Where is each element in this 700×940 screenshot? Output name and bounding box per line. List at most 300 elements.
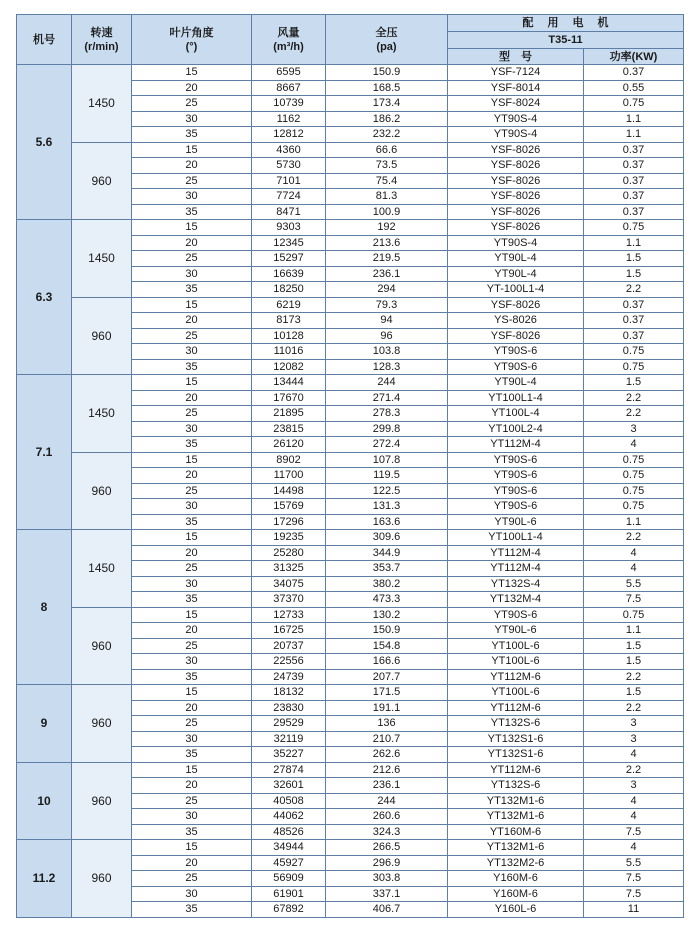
header-pressure	[326, 15, 448, 65]
speed-cell: 960	[72, 607, 132, 685]
pressure-cell: 66.6	[326, 142, 448, 158]
table-row	[17, 375, 684, 391]
motor-model-cell: YT132S1-6	[448, 731, 584, 747]
power-cell: 1.5	[584, 251, 684, 267]
fan-performance-table-container	[16, 14, 683, 918]
pressure-cell: 278.3	[326, 406, 448, 422]
header-pressure-label: 全压	[375, 26, 398, 39]
pressure-cell: 191.1	[326, 700, 448, 716]
motor-model-cell: YT90S-4	[448, 235, 584, 251]
pressure-cell: 271.4	[326, 390, 448, 406]
airflow-cell: 67892	[252, 902, 326, 918]
motor-model-cell: YSF-8026	[448, 204, 584, 220]
angle-cell: 20	[132, 158, 252, 174]
power-cell: 2.2	[584, 530, 684, 546]
power-cell: 4	[584, 437, 684, 453]
airflow-cell: 8667	[252, 80, 326, 96]
motor-model-cell: YS-8026	[448, 313, 584, 329]
motor-model-cell: YSF-8014	[448, 80, 584, 96]
pressure-cell: 244	[326, 793, 448, 809]
pressure-cell: 166.6	[326, 654, 448, 670]
power-cell: 4	[584, 747, 684, 763]
pressure-cell: 232.2	[326, 127, 448, 143]
airflow-cell: 21895	[252, 406, 326, 422]
airflow-cell: 22556	[252, 654, 326, 670]
angle-cell: 30	[132, 576, 252, 592]
airflow-cell: 45927	[252, 855, 326, 871]
pressure-cell: 186.2	[326, 111, 448, 127]
airflow-cell: 19235	[252, 530, 326, 546]
motor-model-cell: YT132M1-6	[448, 793, 584, 809]
airflow-cell: 56909	[252, 871, 326, 887]
airflow-cell: 12733	[252, 607, 326, 623]
machine-no-cell: 5.6	[17, 65, 72, 220]
airflow-cell: 34944	[252, 840, 326, 856]
pressure-cell: 150.9	[326, 65, 448, 81]
pressure-cell: 122.5	[326, 483, 448, 499]
motor-model-cell: YT100L1-4	[448, 390, 584, 406]
angle-cell: 25	[132, 793, 252, 809]
pressure-cell: 303.8	[326, 871, 448, 887]
power-cell: 0.37	[584, 65, 684, 81]
header-angle	[132, 15, 252, 65]
motor-model-cell: YT112M-4	[448, 561, 584, 577]
angle-cell: 15	[132, 375, 252, 391]
speed-cell: 1450	[72, 375, 132, 453]
motor-model-cell: Y160M-6	[448, 886, 584, 902]
angle-cell: 15	[132, 65, 252, 81]
angle-cell: 15	[132, 142, 252, 158]
power-cell: 0.37	[584, 158, 684, 174]
pressure-cell: 262.6	[326, 747, 448, 763]
pressure-cell: 154.8	[326, 638, 448, 654]
angle-cell: 25	[132, 96, 252, 112]
pressure-cell: 294	[326, 282, 448, 298]
machine-no-cell: 9	[17, 685, 72, 763]
motor-model-cell: YT90S-6	[448, 359, 584, 375]
power-cell: 1.5	[584, 375, 684, 391]
table-row	[17, 142, 684, 158]
airflow-cell: 13444	[252, 375, 326, 391]
power-cell: 7.5	[584, 824, 684, 840]
speed-cell: 1450	[72, 65, 132, 143]
pressure-cell: 131.3	[326, 499, 448, 515]
header-pressure-unit: (pa)	[376, 40, 397, 53]
motor-model-cell: YT160M-6	[448, 824, 584, 840]
motor-model-cell: YT90S-6	[448, 499, 584, 515]
power-cell: 4	[584, 545, 684, 561]
speed-cell: 1450	[72, 530, 132, 608]
motor-model-cell: YT132S-6	[448, 778, 584, 794]
power-cell: 1.5	[584, 266, 684, 282]
motor-model-cell: YT90L-6	[448, 623, 584, 639]
airflow-cell: 18132	[252, 685, 326, 701]
angle-cell: 30	[132, 189, 252, 205]
speed-cell: 960	[72, 297, 132, 375]
table-row	[17, 297, 684, 313]
speed-cell: 1450	[72, 220, 132, 298]
pressure-cell: 406.7	[326, 902, 448, 918]
motor-model-cell: YT-100L1-4	[448, 282, 584, 298]
angle-cell: 15	[132, 297, 252, 313]
motor-model-cell: YT112M-6	[448, 700, 584, 716]
airflow-cell: 40508	[252, 793, 326, 809]
speed-cell: 960	[72, 840, 132, 918]
airflow-cell: 37370	[252, 592, 326, 608]
header-angle-unit: (°)	[185, 40, 198, 53]
motor-model-cell: YT90S-6	[448, 483, 584, 499]
pressure-cell: 212.6	[326, 762, 448, 778]
angle-cell: 35	[132, 437, 252, 453]
motor-model-cell: YT100L-6	[448, 654, 584, 670]
pressure-cell: 244	[326, 375, 448, 391]
machine-no-cell: 10	[17, 762, 72, 840]
angle-cell: 35	[132, 514, 252, 530]
angle-cell: 15	[132, 452, 252, 468]
table-row	[17, 65, 684, 81]
airflow-cell: 17670	[252, 390, 326, 406]
angle-cell: 30	[132, 499, 252, 515]
power-cell: 7.5	[584, 871, 684, 887]
power-cell: 3	[584, 778, 684, 794]
header-speed-label: 转速	[90, 26, 113, 39]
angle-cell: 35	[132, 592, 252, 608]
motor-model-cell: YT100L-4	[448, 406, 584, 422]
motor-model-cell: YT90L-4	[448, 251, 584, 267]
fan-performance-table	[16, 14, 684, 918]
power-cell: 2.2	[584, 762, 684, 778]
angle-cell: 25	[132, 638, 252, 654]
machine-no-cell: 6.3	[17, 220, 72, 375]
motor-model-cell: YT132S-4	[448, 576, 584, 592]
power-cell: 0.75	[584, 452, 684, 468]
header-motor-model: 型 号	[448, 49, 584, 65]
airflow-cell: 23830	[252, 700, 326, 716]
motor-model-cell: YSF-8024	[448, 96, 584, 112]
power-cell: 0.75	[584, 468, 684, 484]
pressure-cell: 296.9	[326, 855, 448, 871]
pressure-cell: 192	[326, 220, 448, 236]
airflow-cell: 7101	[252, 173, 326, 189]
angle-cell: 15	[132, 220, 252, 236]
pressure-cell: 119.5	[326, 468, 448, 484]
angle-cell: 20	[132, 855, 252, 871]
airflow-cell: 24739	[252, 669, 326, 685]
airflow-cell: 18250	[252, 282, 326, 298]
airflow-cell: 12345	[252, 235, 326, 251]
power-cell: 1.1	[584, 127, 684, 143]
power-cell: 0.37	[584, 142, 684, 158]
pressure-cell: 299.8	[326, 421, 448, 437]
angle-cell: 25	[132, 406, 252, 422]
airflow-cell: 17296	[252, 514, 326, 530]
power-cell: 2.2	[584, 282, 684, 298]
angle-cell: 20	[132, 700, 252, 716]
pressure-cell: 168.5	[326, 80, 448, 96]
angle-cell: 30	[132, 266, 252, 282]
airflow-cell: 12812	[252, 127, 326, 143]
motor-model-cell: Y160M-6	[448, 871, 584, 887]
power-cell: 0.75	[584, 220, 684, 236]
angle-cell: 25	[132, 251, 252, 267]
angle-cell: 30	[132, 731, 252, 747]
power-cell: 2.2	[584, 700, 684, 716]
power-cell: 1.1	[584, 514, 684, 530]
header-motor	[448, 15, 684, 32]
power-cell: 0.55	[584, 80, 684, 96]
airflow-cell: 4360	[252, 142, 326, 158]
airflow-cell: 35227	[252, 747, 326, 763]
motor-model-cell: YT90S-6	[448, 468, 584, 484]
pressure-cell: 219.5	[326, 251, 448, 267]
motor-model-cell: YSF-8026	[448, 297, 584, 313]
pressure-cell: 81.3	[326, 189, 448, 205]
power-cell: 0.37	[584, 204, 684, 220]
angle-cell: 35	[132, 359, 252, 375]
motor-model-cell: YT112M-6	[448, 762, 584, 778]
power-cell: 4	[584, 793, 684, 809]
motor-model-cell: YT132S1-6	[448, 747, 584, 763]
airflow-cell: 14498	[252, 483, 326, 499]
motor-model-cell: YT90S-6	[448, 452, 584, 468]
pressure-cell: 207.7	[326, 669, 448, 685]
header-speed-unit: (r/min)	[84, 40, 119, 53]
motor-model-cell: YT90S-4	[448, 111, 584, 127]
motor-model-cell: YSF-8026	[448, 158, 584, 174]
power-cell: 7.5	[584, 886, 684, 902]
airflow-cell: 32601	[252, 778, 326, 794]
angle-cell: 20	[132, 235, 252, 251]
angle-cell: 15	[132, 530, 252, 546]
motor-model-cell: YT100L-6	[448, 685, 584, 701]
angle-cell: 30	[132, 654, 252, 670]
angle-cell: 35	[132, 204, 252, 220]
power-cell: 4	[584, 561, 684, 577]
angle-cell: 15	[132, 685, 252, 701]
motor-model-cell: YT90S-6	[448, 607, 584, 623]
power-cell: 11	[584, 902, 684, 918]
header-machine-no	[17, 15, 72, 65]
pressure-cell: 163.6	[326, 514, 448, 530]
table-row	[17, 452, 684, 468]
airflow-cell: 5730	[252, 158, 326, 174]
angle-cell: 20	[132, 80, 252, 96]
airflow-cell: 6219	[252, 297, 326, 313]
table-row	[17, 607, 684, 623]
header-airflow	[252, 15, 326, 65]
airflow-cell: 11016	[252, 344, 326, 360]
airflow-cell: 61901	[252, 886, 326, 902]
airflow-cell: 1162	[252, 111, 326, 127]
motor-model-cell: Y160L-6	[448, 902, 584, 918]
motor-model-cell: YT132M-4	[448, 592, 584, 608]
power-cell: 4	[584, 840, 684, 856]
angle-cell: 30	[132, 344, 252, 360]
motor-model-cell: YSF-7124	[448, 65, 584, 81]
airflow-cell: 10128	[252, 328, 326, 344]
airflow-cell: 8471	[252, 204, 326, 220]
motor-model-cell: YT90S-4	[448, 127, 584, 143]
airflow-cell: 15297	[252, 251, 326, 267]
airflow-cell: 9303	[252, 220, 326, 236]
power-cell: 0.37	[584, 173, 684, 189]
airflow-cell: 26120	[252, 437, 326, 453]
power-cell: 0.37	[584, 313, 684, 329]
airflow-cell: 15769	[252, 499, 326, 515]
motor-model-cell: YT90S-6	[448, 344, 584, 360]
power-cell: 2.2	[584, 390, 684, 406]
pressure-cell: 107.8	[326, 452, 448, 468]
power-cell: 7.5	[584, 592, 684, 608]
motor-model-cell: YT90L-4	[448, 266, 584, 282]
motor-model-cell: YSF-8026	[448, 220, 584, 236]
header-angle-label: 叶片角度	[169, 26, 214, 39]
motor-model-cell: YSF-8026	[448, 328, 584, 344]
pressure-cell: 309.6	[326, 530, 448, 546]
pressure-cell: 337.1	[326, 886, 448, 902]
airflow-cell: 31325	[252, 561, 326, 577]
power-cell: 0.37	[584, 328, 684, 344]
angle-cell: 30	[132, 421, 252, 437]
header-airflow-unit: (m³/h)	[273, 40, 304, 53]
table-row	[17, 530, 684, 546]
speed-cell: 960	[72, 142, 132, 220]
angle-cell: 30	[132, 111, 252, 127]
power-cell: 0.75	[584, 483, 684, 499]
angle-cell: 35	[132, 902, 252, 918]
angle-cell: 35	[132, 669, 252, 685]
pressure-cell: 210.7	[326, 731, 448, 747]
angle-cell: 35	[132, 824, 252, 840]
angle-cell: 15	[132, 607, 252, 623]
power-cell: 2.2	[584, 669, 684, 685]
table-row	[17, 685, 684, 701]
airflow-cell: 10739	[252, 96, 326, 112]
power-cell: 5.5	[584, 855, 684, 871]
airflow-cell: 34075	[252, 576, 326, 592]
pressure-cell: 353.7	[326, 561, 448, 577]
angle-cell: 35	[132, 127, 252, 143]
pressure-cell: 236.1	[326, 778, 448, 794]
pressure-cell: 100.9	[326, 204, 448, 220]
pressure-cell: 236.1	[326, 266, 448, 282]
airflow-cell: 23815	[252, 421, 326, 437]
power-cell: 1.5	[584, 685, 684, 701]
power-cell: 0.75	[584, 359, 684, 375]
angle-cell: 25	[132, 561, 252, 577]
power-cell: 1.1	[584, 623, 684, 639]
power-cell: 3	[584, 716, 684, 732]
speed-cell: 960	[72, 452, 132, 530]
angle-cell: 20	[132, 778, 252, 794]
motor-model-cell: YT132M2-6	[448, 855, 584, 871]
pressure-cell: 128.3	[326, 359, 448, 375]
airflow-cell: 25280	[252, 545, 326, 561]
motor-model-cell: YT112M-4	[448, 437, 584, 453]
pressure-cell: 136	[326, 716, 448, 732]
power-cell: 0.75	[584, 344, 684, 360]
pressure-cell: 94	[326, 313, 448, 329]
pressure-cell: 173.4	[326, 96, 448, 112]
pressure-cell: 171.5	[326, 685, 448, 701]
header-speed	[72, 15, 132, 65]
motor-model-cell: YSF-8026	[448, 189, 584, 205]
angle-cell: 20	[132, 468, 252, 484]
motor-model-cell: YT112M-4	[448, 545, 584, 561]
power-cell: 0.75	[584, 499, 684, 515]
machine-no-cell: 7.1	[17, 375, 72, 530]
speed-cell: 960	[72, 762, 132, 840]
speed-cell: 960	[72, 685, 132, 763]
motor-model-cell: YT132S-6	[448, 716, 584, 732]
motor-model-cell: YSF-8026	[448, 142, 584, 158]
angle-cell: 35	[132, 282, 252, 298]
airflow-cell: 16639	[252, 266, 326, 282]
machine-no-cell: 11.2	[17, 840, 72, 918]
pressure-cell: 96	[326, 328, 448, 344]
motor-model-cell: YT100L-6	[448, 638, 584, 654]
angle-cell: 20	[132, 390, 252, 406]
airflow-cell: 32119	[252, 731, 326, 747]
pressure-cell: 266.5	[326, 840, 448, 856]
angle-cell: 30	[132, 809, 252, 825]
airflow-cell: 29529	[252, 716, 326, 732]
power-cell: 3	[584, 421, 684, 437]
power-cell: 5.5	[584, 576, 684, 592]
header-airflow-label: 风量	[277, 26, 300, 39]
airflow-cell: 7724	[252, 189, 326, 205]
power-cell: 2.2	[584, 406, 684, 422]
angle-cell: 15	[132, 840, 252, 856]
power-cell: 0.37	[584, 189, 684, 205]
airflow-cell: 8902	[252, 452, 326, 468]
header-power: 功率(KW)	[584, 49, 684, 65]
motor-model-cell: YT90L-4	[448, 375, 584, 391]
motor-model-cell: YSF-8026	[448, 173, 584, 189]
power-cell: 1.5	[584, 654, 684, 670]
airflow-cell: 44062	[252, 809, 326, 825]
angle-cell: 20	[132, 623, 252, 639]
pressure-cell: 272.4	[326, 437, 448, 453]
pressure-cell: 79.3	[326, 297, 448, 313]
angle-cell: 35	[132, 747, 252, 763]
angle-cell: 20	[132, 545, 252, 561]
airflow-cell: 27874	[252, 762, 326, 778]
power-cell: 1.1	[584, 235, 684, 251]
pressure-cell: 344.9	[326, 545, 448, 561]
power-cell: 0.75	[584, 96, 684, 112]
pressure-cell: 213.6	[326, 235, 448, 251]
motor-model-cell: YT100L2-4	[448, 421, 584, 437]
airflow-cell: 11700	[252, 468, 326, 484]
header-motor-label: 配用电机	[522, 17, 623, 29]
power-cell: 1.1	[584, 111, 684, 127]
angle-cell: 25	[132, 716, 252, 732]
pressure-cell: 103.8	[326, 344, 448, 360]
power-cell: 0.75	[584, 607, 684, 623]
table-row	[17, 220, 684, 236]
airflow-cell: 20737	[252, 638, 326, 654]
pressure-cell: 380.2	[326, 576, 448, 592]
airflow-cell: 16725	[252, 623, 326, 639]
angle-cell: 25	[132, 328, 252, 344]
table-row	[17, 840, 684, 856]
power-cell: 1.5	[584, 638, 684, 654]
motor-model-cell: YT132M1-6	[448, 809, 584, 825]
pressure-cell: 130.2	[326, 607, 448, 623]
motor-model-cell: YT132M1-6	[448, 840, 584, 856]
angle-cell: 20	[132, 313, 252, 329]
